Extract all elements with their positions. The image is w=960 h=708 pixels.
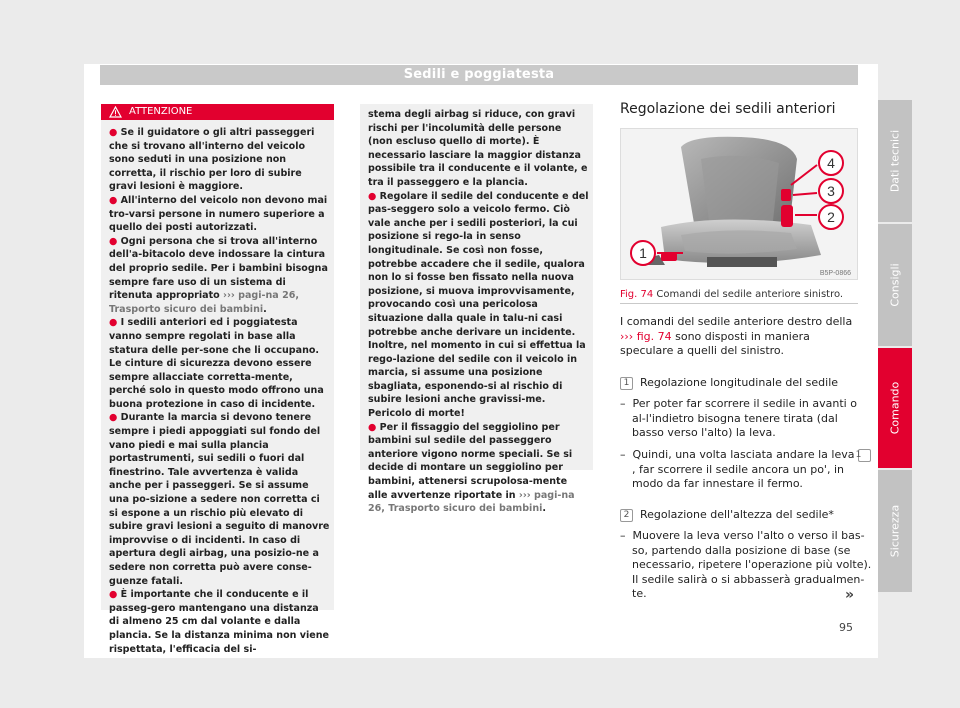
cross-reference-link[interactable]: ››› pagi-na 26, Trasporto sicuro dei bambini bbox=[109, 290, 299, 315]
warning-header bbox=[101, 104, 334, 120]
seat-illustration bbox=[621, 129, 857, 279]
cross-reference-link[interactable]: ››› pagi-na 26, Trasporto sicuro dei bambini bbox=[368, 489, 575, 515]
item-2-heading: 2 Regolazione dell'altezza del sedile* bbox=[620, 508, 860, 523]
page-header: Sedili e poggiatesta bbox=[100, 65, 858, 85]
warning-label: ATTENZIONE bbox=[129, 106, 193, 117]
warning-text bbox=[109, 126, 330, 656]
intro-paragraph: I comandi del sedile anteriore destro della ››› fig. 74 sono disposti in maniera speculare a quelli del sinistro. bbox=[620, 315, 853, 358]
page-number: 95 bbox=[839, 621, 853, 634]
item-1-step-2: – Quindi, una volta lasciata andare la leva 1, far scorrere il sedile ancora un po', in modo da far innestare il fermo. bbox=[620, 448, 872, 492]
warning-paragraph: stema degli airbag si riduce, con gravi rischi per l'incolumità delle persone (non escluso quello di morte). È necessario lasciare la maggior distanza possibile tra il conducente e il volante, e tra il passeggero e la plancia. bbox=[368, 109, 588, 188]
tab-sicurezza[interactable]: Sicurezza bbox=[878, 470, 912, 592]
warning-bullet: ● Per il fissaggio del seggiolino per bambini sul sedile del passeggero anteriore vigono norme speciali. Se si decide di montare un seggiolino per bambini, attenersi scrupolosa-mente alle avvertenze riportate in ››› pagi-na 26, Trasporto sicuro dei bambini. bbox=[368, 421, 575, 515]
number-badge: 1 bbox=[858, 449, 871, 462]
warning-icon bbox=[109, 106, 122, 118]
figure-code: B5P-0866 bbox=[819, 270, 851, 277]
figure-caption: Fig. 74 Comandi del sedile anteriore sinistro. bbox=[620, 289, 844, 300]
svg-text:3: 3 bbox=[827, 183, 835, 199]
warning-bullet: ● All'interno del veicolo non devono mai tro-varsi persone in numero superiore a quello dei posti autorizzati. bbox=[109, 194, 328, 234]
tab-consigli[interactable]: Consigli bbox=[878, 224, 912, 346]
continue-mark: » bbox=[845, 587, 855, 603]
svg-text:1: 1 bbox=[639, 245, 647, 261]
warning-bullet: ● Se il guidatore o gli altri passeggeri che si trovano all'interno del veicolo sono seduti in una posizione non corretta, il rischio per loro di subire gravi lesioni è maggiore. bbox=[109, 127, 315, 193]
number-badge: 1 bbox=[620, 377, 633, 390]
tab-dati-tecnici[interactable]: Dati tecnici bbox=[878, 100, 912, 222]
warning-bullet: ● Ogni persona che si trova all'interno dell'a-bitacolo deve indossare la cintura del proprio sedile. Per i bambini bisogna sempre fare uso di un sistema di ritenuta appropriato ››› pagi-na 26, Trasporto sicuro dei bambini. bbox=[109, 235, 328, 315]
warning-text-continued bbox=[368, 108, 589, 516]
item-1-heading: 1 Regolazione longitudinale del sedile bbox=[620, 376, 860, 391]
svg-text:4: 4 bbox=[827, 155, 835, 171]
warning-bullet: ● È importante che il conducente e il passeg-gero mantengano una distanza di almeno 25 cm dal volante e dalla plancia. Se la distanza minima non viene rispettata, l'efficacia del si- bbox=[109, 589, 330, 655]
caption-divider bbox=[620, 303, 858, 304]
svg-text:2: 2 bbox=[827, 209, 835, 225]
warning-box bbox=[101, 104, 334, 655]
warning-bullet: ● Regolare il sedile del conducente e del pas-seggero solo a veicolo fermo. Ciò vale anche per i sedili posteriori, la cui posizione si rego-la in senso longitudinale. Se così non fosse, potrebbe accadere che il sedile, qualora non lo si fosse ben fissato nella nuova posizione, si muova improvvisamente, provocando così una pericolosa situazione dalla quale in talu-ni casi potrebbe anche derivare un incidente. Inoltre, nel momento in cui si effettua la rego-lazione del sedile con il veicolo in marcia, si assume una posizione sbagliata, esponendo-si al rischio di subire lesioni anche gravissi-me. Pericolo di morte! bbox=[368, 190, 589, 420]
warning-bullet: ● I sedili anteriori ed i poggiatesta vanno sempre regolati in base alla statura delle per-sone che li occupano. Le cinture di sicurezza devono essere sempre allacciate corretta-mente, perché solo in questo modo offrono una buona protezione in caso di incidente. bbox=[109, 317, 324, 410]
section-title: Regolazione dei sedili anteriori bbox=[620, 101, 836, 117]
item-1-step-1: – Per poter far scorrere il sedile in avanti o al-l'indietro bisogna tenere tirata (dal basso verso l'alto) la leva. bbox=[620, 397, 857, 440]
seat-figure bbox=[620, 128, 858, 280]
figure-link[interactable]: ››› fig. 74 bbox=[620, 329, 672, 343]
number-badge: 2 bbox=[620, 509, 633, 522]
tab-comando[interactable]: Comando bbox=[878, 348, 912, 468]
item-2-step-1: – Muovere la leva verso l'alto o verso il bas-so, partendo dalla posizione di base (se necessario, ripetere l'operazione più volte). Il sedile salirà o si abbasserà gradualmen-te. bbox=[620, 529, 872, 601]
warning-box-continued bbox=[360, 104, 593, 515]
warning-bullet: ● Durante la marcia si devono tenere sempre i piedi appoggiati sul fondo del vano piedi e mai sulla plancia portastrumenti, sui sedili o fuori dal finestrino. Tale avvertenza è valida anche per i passeggeri. Se si assume una po-sizione a sedere non corretta ci si espone a un rischio più elevato di subire gravi lesioni a seguito di manovre improvvise o di incidenti. In caso di apertura degli airbag, una posizio-ne a sedere non corretta può avere conse-guenze fatali. bbox=[109, 412, 330, 587]
